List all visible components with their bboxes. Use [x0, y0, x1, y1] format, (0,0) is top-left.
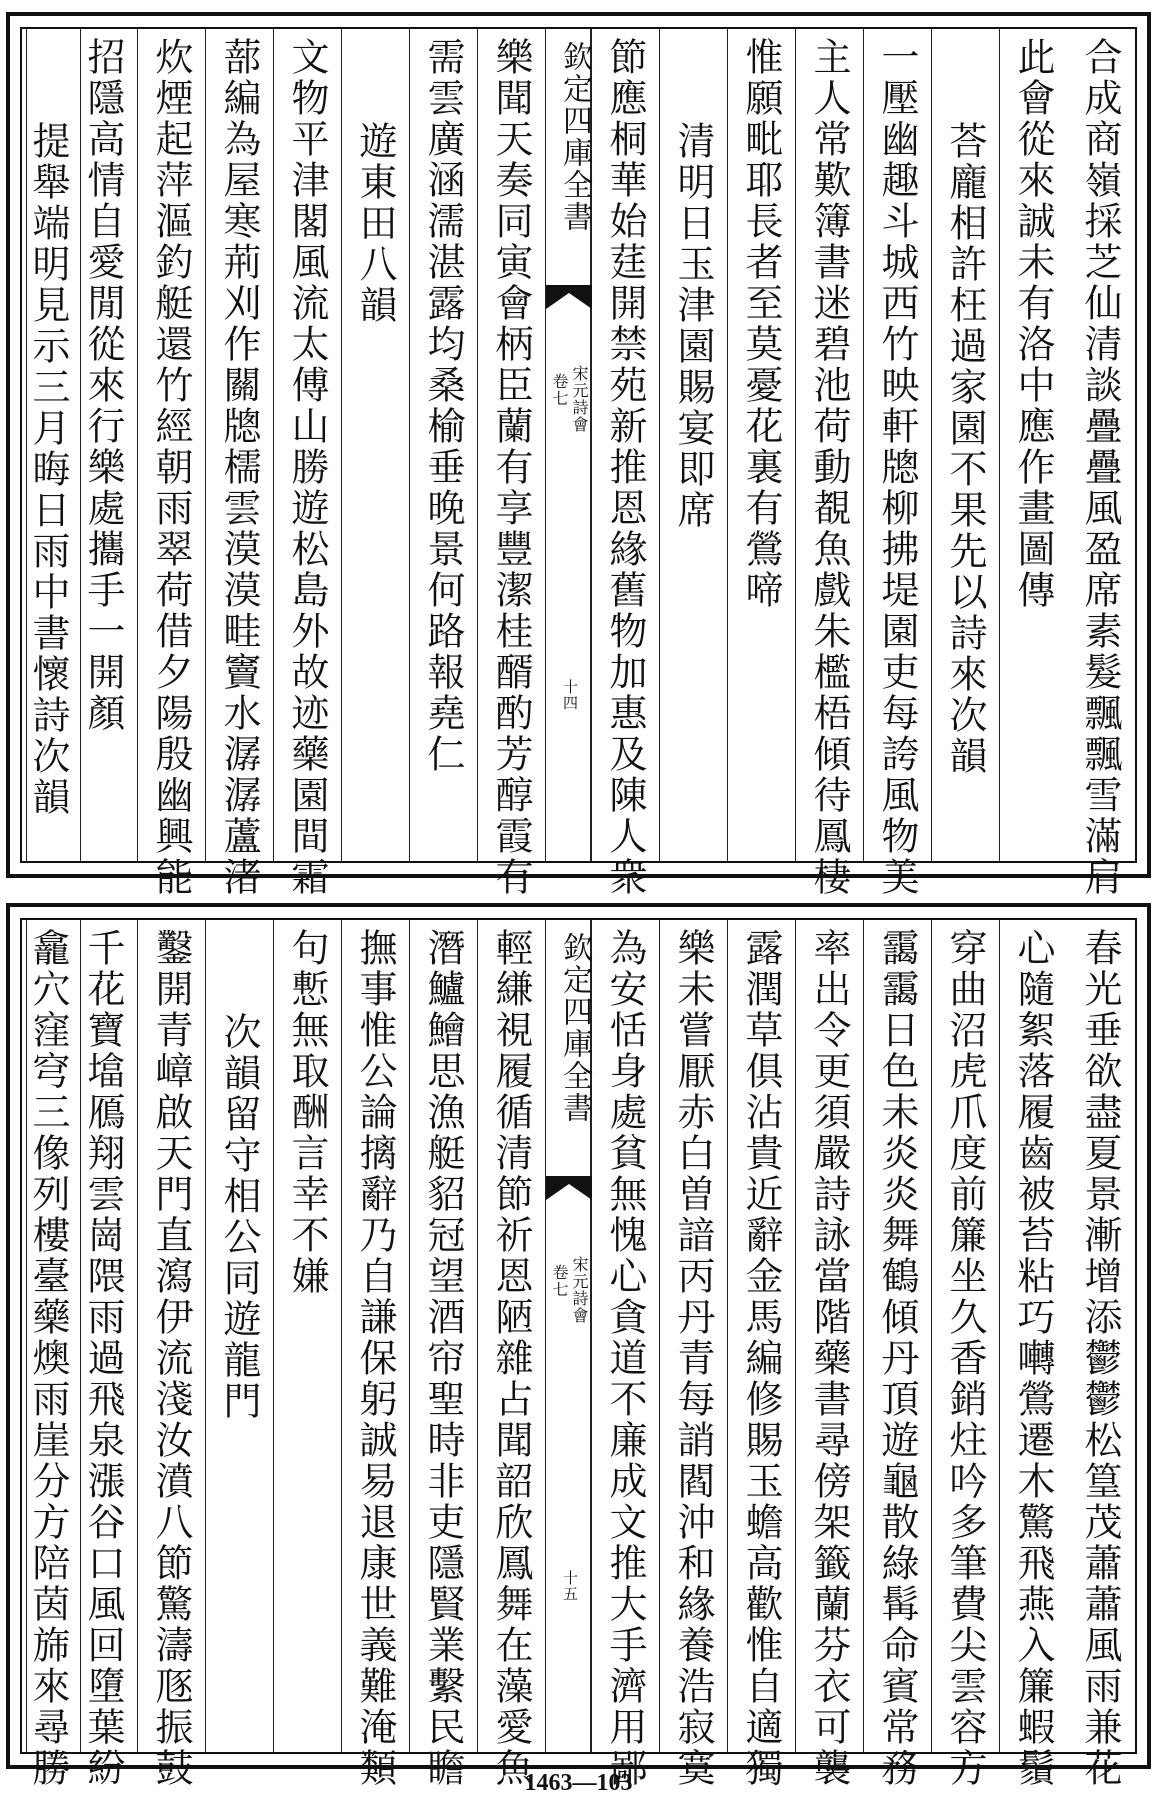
verse-line: 撫事惟公論摛辭乃自謙保躬誠易退康世義難淹類 [353, 928, 397, 1789]
text-column [999, 920, 1067, 1789]
text-column [1067, 920, 1135, 1789]
text-column [863, 920, 931, 1789]
collection-title: 欽定四庫全書 [557, 41, 592, 233]
text-column [863, 29, 931, 898]
verse-line: 樂未嘗厭赤白曽諳丙丹青每誚閻沖和緣養浩寂寞 [671, 928, 715, 1789]
text-column [341, 920, 409, 1789]
text-column [1067, 29, 1135, 898]
verse-line: 合成商嶺採芝仙清談疊疊風盈席素髮飄飄雪滿肩 [1078, 37, 1122, 898]
verse-line: 心隨絮落履齒被苔粘巧囀鶯遷木驚飛燕入簾蝦鬚 [1011, 928, 1055, 1789]
poem-title: 提舉端明見示三月晦日雨中書懷詩次韻 [26, 121, 70, 818]
book-label: 宋元詩會 [570, 1256, 589, 1324]
text-column [477, 920, 545, 1789]
collection-title: 欽定四庫全書 [557, 932, 592, 1124]
text-column [26, 29, 80, 861]
text-column [273, 920, 341, 1752]
poem-title: 清明日玉津園賜宴即席 [671, 121, 715, 531]
text-column [727, 29, 795, 861]
top-page-frame [6, 12, 1151, 898]
verse-line: 蔀編為屋寒荊刈作關牕檽雲漠漠畦竇水潺潺蘆渚 [217, 37, 261, 898]
verse-line: 主人常歎簿書迷碧池荷動覩魚戲朱檻梧傾待鳳棲 [807, 37, 851, 898]
verse-line: 穿曲沼虎爪度前簾坐久香銷炷吟多筆費尖雲容方 [943, 928, 987, 1789]
text-column [591, 920, 659, 1789]
verse-line: 招隱高情自愛閒從來行樂處攜手一開顏 [81, 37, 125, 734]
verse-line: 此會從來誠未有洛中應作畫圖傳 [1011, 37, 1055, 611]
verse-line: 千花寶墖鴈翔雲崗隈雨過飛泉漲谷口風回墮葉紛 [81, 928, 125, 1789]
text-column [795, 29, 863, 898]
text-column [137, 920, 205, 1789]
text-column [659, 920, 727, 1789]
fish-tail-mark-icon [546, 285, 592, 309]
verse-line: 春光垂欲盡夏景漸增添鬱鬱松篁茂蕭蕭風雨兼花 [1078, 928, 1122, 1789]
poem-title: 荅龐相許枉過家園不果先以詩來次韻 [943, 121, 987, 777]
verse-line: 炊煙起萍漚釣艇還竹經朝雨翠荷借夕陽殷幽興能 [149, 37, 193, 898]
text-column [80, 920, 137, 1789]
verse-line: 句慙無取酬言幸不嫌 [285, 928, 329, 1297]
verse-line: 露潤草俱沾貴近辭金馬編修賜玉蟾高歡惟自適獨 [739, 928, 783, 1789]
fold-column [545, 920, 591, 1752]
text-column [273, 29, 341, 898]
text-column [409, 920, 477, 1789]
verse-line: 節應桐華始莛開禁苑新推恩緣舊物加惠及陳人衆 [603, 37, 647, 898]
text-column [477, 29, 545, 898]
text-column [409, 29, 477, 861]
fold-column [545, 29, 591, 861]
text-column [205, 29, 273, 898]
text-column [659, 29, 727, 861]
top-page-body [20, 27, 1137, 898]
verse-line: 為安恬身處貧無愧心貪道不廉成文推大手濟用鄙 [603, 928, 647, 1789]
fish-tail-mark-icon [546, 1176, 592, 1200]
verse-line: 惟願毗耶長者至莫憂花裏有鶯啼 [739, 37, 783, 611]
poem-title: 次韻留守相公同遊龍門 [217, 1012, 261, 1422]
text-column [931, 920, 999, 1789]
text-column [727, 920, 795, 1789]
text-column [795, 920, 863, 1789]
text-column [931, 29, 999, 861]
text-column [137, 29, 205, 898]
verse-line: 鑿開青嶂啟天門直瀉伊流淺汝濆八節驚濤豗振鼓 [149, 928, 193, 1789]
verse-line: 潛鱸鱠思漁艇貂冠望酒帘聖時非吏隱賢業繫民瞻 [421, 928, 465, 1789]
text-column [26, 920, 80, 1789]
text-column [999, 29, 1067, 861]
text-column [205, 920, 273, 1752]
book-label: 宋元詩會 [570, 365, 589, 433]
leaf-number: 十五 [561, 1570, 579, 1602]
verse-line: 需雲廣涵濡湛露均桑榆垂晚景何路報堯仁 [421, 37, 465, 775]
leaf-number: 十四 [561, 679, 579, 711]
poem-title: 遊東田八韻 [353, 121, 397, 326]
text-column [591, 29, 659, 898]
verse-line: 率出令更須嚴詩詠當階藥書尋傍架籤蘭芬衣可襲 [807, 928, 851, 1789]
volume-label: 卷七 [550, 373, 569, 407]
verse-line: 靄靄日色未炎炎舞鶴傾丹頂遊龜散綠髯命賓常務 [875, 928, 919, 1789]
verse-line: 樂聞天奏同寅會柄臣蘭有享豐潔桂醑酌芳醇霞有 [489, 37, 533, 898]
verse-line: 輕縑視履循清節祈恩陋雜占聞韶欣鳳舞在藻愛魚 [489, 928, 533, 1789]
text-column [80, 29, 137, 861]
verse-line: 一壓幽趣斗城西竹映軒牕柳拂堤園吏每誇風物美 [875, 37, 919, 898]
text-column [341, 29, 409, 861]
verse-line: 龕穴窪穹三像列樓臺藥燠雨崖分方陪茵旆來尋勝 [26, 928, 70, 1789]
page-number: 1463—103 [524, 1770, 633, 1796]
verse-line: 文物平津閣風流太傅山勝遊松島外故迹藥園間霜 [285, 37, 329, 898]
volume-label: 卷七 [550, 1264, 569, 1298]
